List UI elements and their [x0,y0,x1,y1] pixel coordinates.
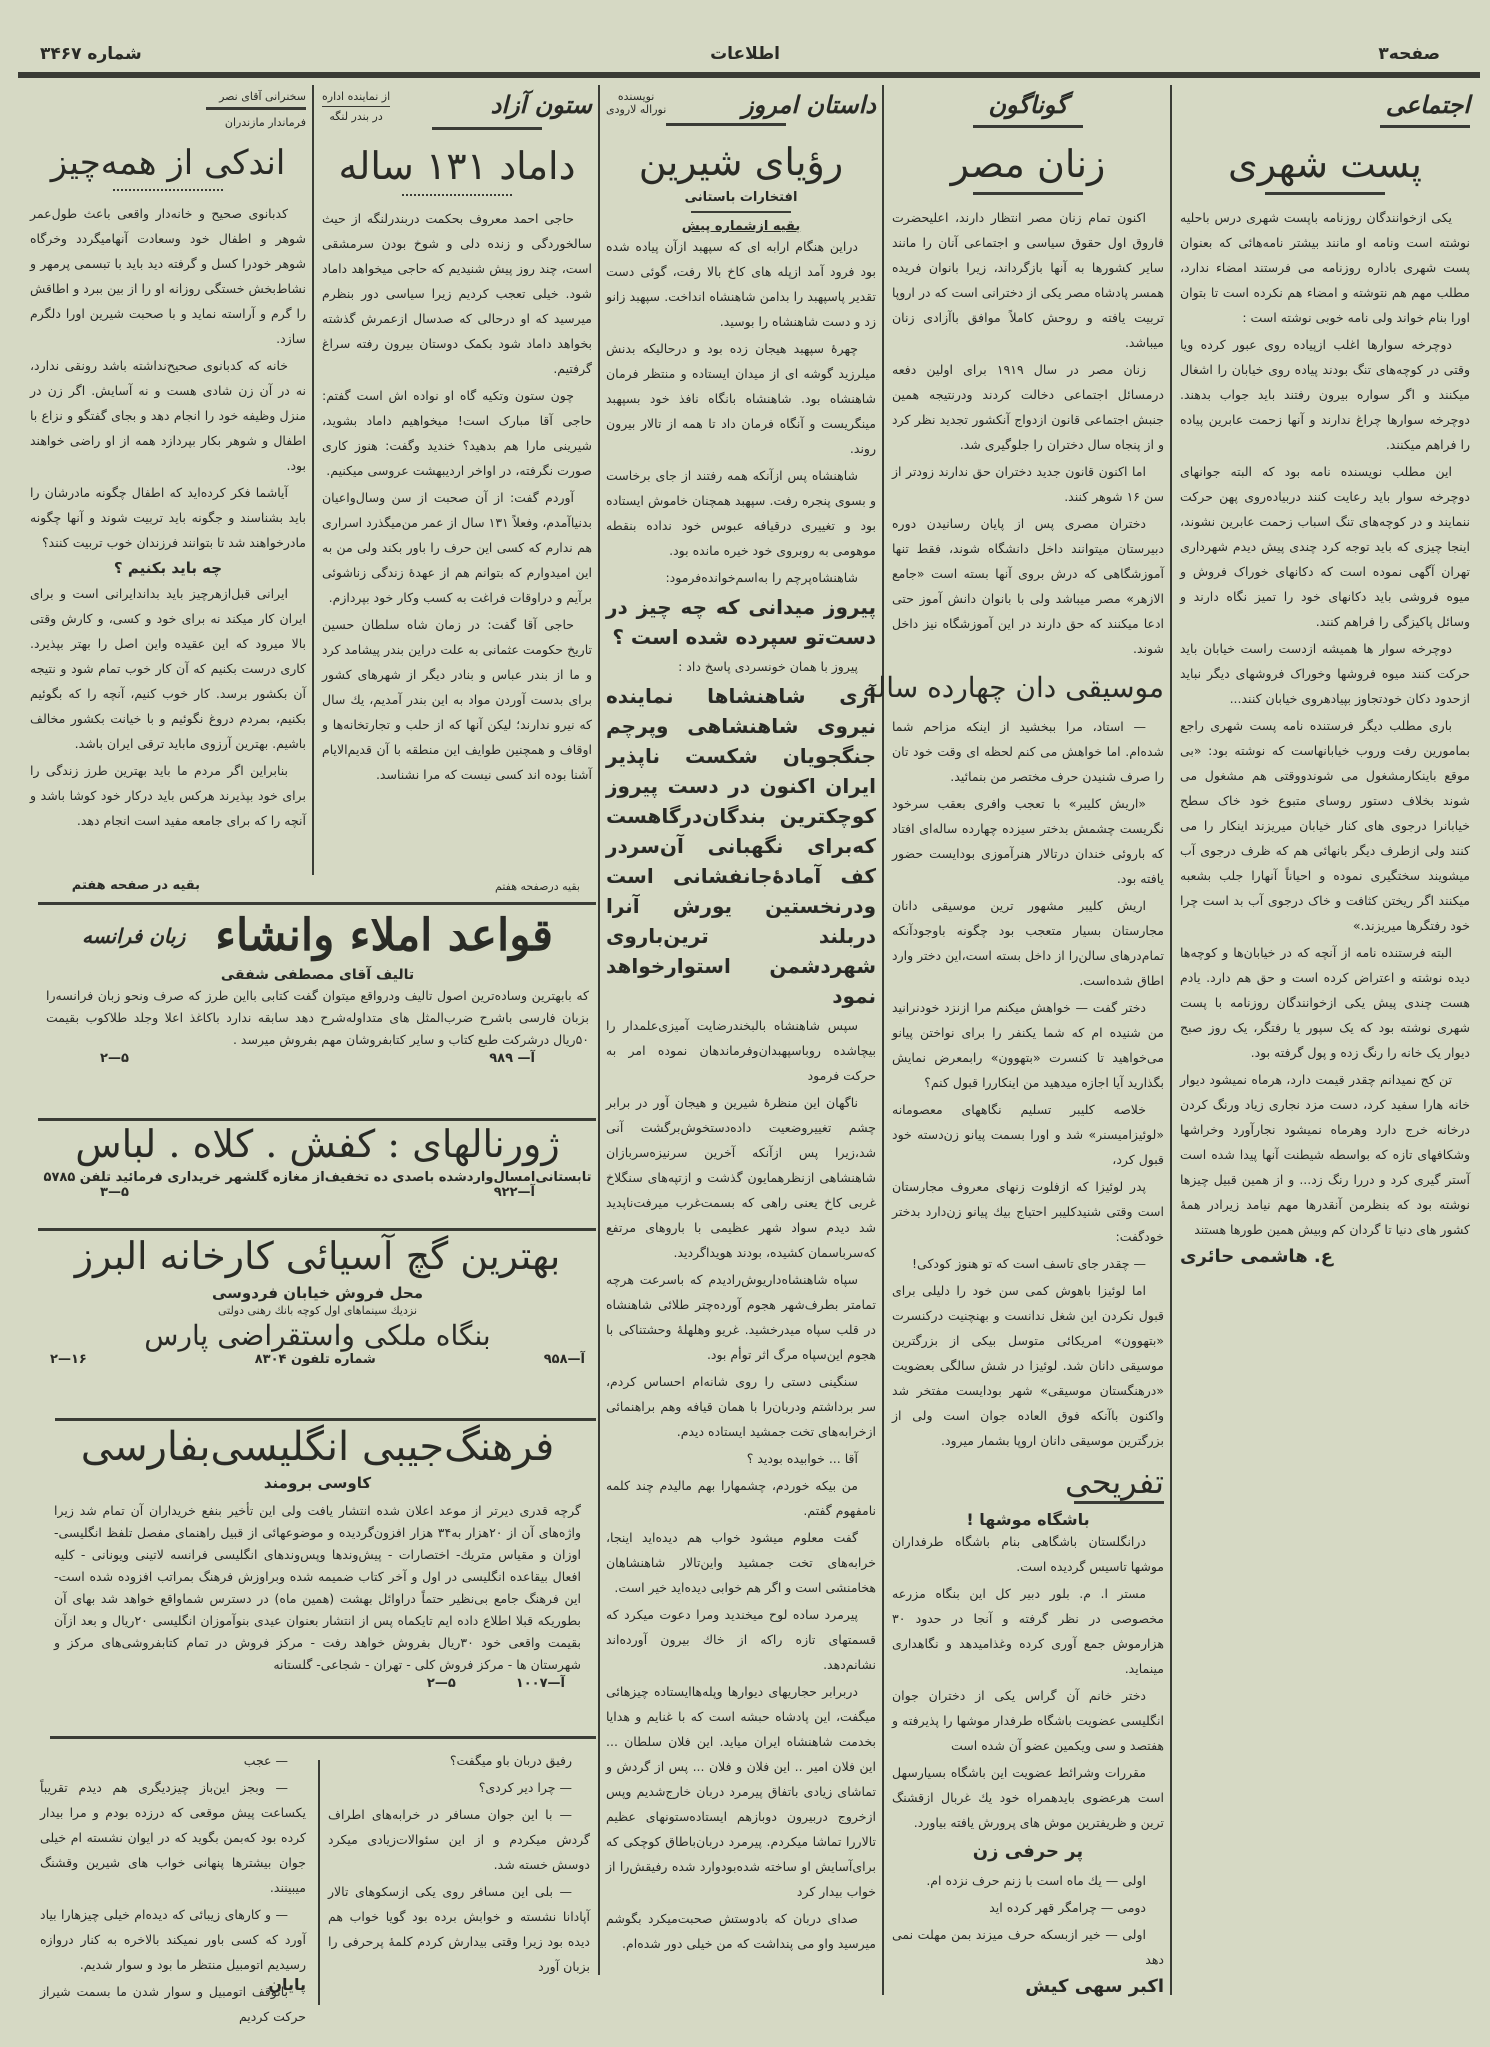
answer-intro: پیروز با همان خونسردی پاسخ داد : [678,659,858,674]
paragraph: — و کارهای زیبائی که دیده‌ام خیلی چیزهارا بیاد آورد که کسی باور نمیکند بالاخره به کنار دروازه رسیدیم اتومبیل منتظر ما بود و سوار شدیم. [40,1907,306,1972]
paragraph: دراین هنگام ارابه ای که سپهبد ازآن پیاده شده بود فرود آمد ازپله های کاخ بالا رفت، گوئی دست تقدیر پاسپهبد را بدامن شاهنشاه انداخت. سپهبد زانو زد و دست شاهنشاه را بوسید. [606,239,876,329]
article-city-post [1180,90,1470,1990]
section-kicker: گوناگون [988,90,1068,119]
byline-label: نویسنده [617,90,655,103]
chatter-title: پر حرفی زن [972,1841,1084,1862]
section-rule [38,1228,596,1231]
paragraph: سپاه شاهنشاه‌داریوش‌رادیدم که باسرعت هرچه تمامتر بطرف‌شهر هجوم آورده‌چتر طلائی شاهنشاه در قلب سپاه میدرخشید. غریو وهلهلهٔ وحشتناکی با هجوم این‌سپاه مرگ اثر توأم بود. [606,1272,876,1362]
fun-section-title: تفریحی [1065,1463,1164,1501]
paragraph: مقررات وشرائط عضویت این باشگاه بسیارسهل است هرعضوی بایدهمراه خود یك غربال ازقشنگ ترین و ظریفترین موش های پرورش یافته بیاورد. [892,1765,1164,1830]
paragraph: دومی — چرامگر قهر کرده اید [989,1900,1146,1915]
paragraph: تن کج نمیدانم چقدر قیمت دارد، هرماه نمیشود دیوار خانه هارا سفید کرد، دست مزد نجاری زیاد ورنگ کردن درخانه خرج دارد وهرماه نمیشود نجارآورد وخراشها وشکافهای تازه که بواسطه شیطنت آنها پیدا شده است آستر گیری کرد و دررا رنگ زد... و از همین قبیل چیزها نوشته بود که بنظرمن آنقدرها مهم نیامد زیرادر همهٔ کشور های دنیا تا گردان کم وبیش همین طورها هستند [1180,1072,1470,1237]
paragraph: آوردم گفت: از آن صحبت از سن وسال‌واعیان بدنیاآمدم، وفعلاً ۱۳۱ سال از عمر من‌میگذرد اسراری هم ندارم که کسی این حرف را باور بکند ولی من به این امیدوارم که بتوانم هم از عهدهٔ زندگی زناشوئی برآیم و دراوقات فراغت به کسب وکار خود بپردازم. [322,490,592,605]
article-body-continued [606,1013,876,1956]
paragraph: اکنون تمام زنان مصر انتظار دارند، اعلیحضرت فاروق اول حقوق سیاسی و اجتماعی آنان را مانند سایر کشورها به آنها بازگرداند، زیرا بانوان فریده همسر پادشاه مصر یکی از دخترانی است که در اروپا تربیت یافته و روحش کاملاً موافق باآزادی زنان میباشد. [892,210,1164,350]
paragraph: — عجب [243,1753,288,1768]
section-rule [50,1736,596,1739]
paragraph: خانه که کدبانوی صحیح‌نداشته باشد رونقی ندارد، نه در آن زن شادی هست و نه آسایش. اگر زن در منزل وظیفه خود را انجام دهد و بجای گفتگو و نزاع با اطفال و شوهر بکار بپردازد همه از او راضی خواهند بود. [30,358,306,473]
article-title: رؤیای شیرین [638,140,844,184]
paragraph: گفت معلوم میشود خواب هم دیده‌اید اینجا، خرابه‌های تخت جمشید واین‌تالار شاهنشاهان هخامنشی است و اگر هم خوابی دیده‌اید خیر است. [606,1530,876,1595]
article-body [30,201,306,555]
paragraph: — استاد، مرا ببخشید از اینکه مزاحم شما شده‌ام. اما خواهش می کنم لحظه ای وقت خود تان را صرف شنیدن حرف مختصر من بنمائید. [892,719,1164,784]
story-end: پایان [268,1975,306,1994]
paragraph: پدر لوئیزا که ازفلوت زنهای معروف مجارستان است وقتی شنیدکلیبر احتیاج بیك پیانو زن‌دارد بدختر خودگفت: [892,1179,1164,1244]
paragraph: دختر گفت — خواهش میکنم مرا ازنزد خودنرانید من شنیده ام که شما یکنفر را برای نواختن پیانو می‌خواهید تا کنسرت «بتهوون» رابمعرض نمایش بگذارید آیا اجازه میدهید من اینکاررا قبول کنم؟ [892,1000,1164,1090]
ad-body: تابستانی‌امسال‌واردشده باصدی ده تخفیف‌از مغازه گلشهر خریداری فرمائید تلفن ۵۷۸۵ [43,1170,592,1185]
paragraph: سنگینی دستی را روی شانه‌ام احساس کردم، سر برداشتم ودربان‌را با همان قیافه وهم براهنمائی ازخرابه‌های تخت جمشید ایستاده دیدم. [606,1374,876,1439]
column-divider [318,1760,320,2005]
paragraph: شاهنشاه پس ازآنکه همه رفتند از جای برخاست و بسوی پنجره رفت. سپهبد همچنان خاموش ایستاده بود و تغییری درقیافه عبوس خود نداده بنقطه موهومی به روبروی خود خیره مانده بود. [606,468,876,558]
paragraph: چون ستون وتکیه گاه او نواده اش است گفتم: حاجی آقا مبارک است! میخواهیم داماد بشوید، شیرینی مارا هم بدهید؟ خندید وگفت: هنوز کاری صورت نگرفته، در اواخر اردیبهشت عروسی میکنیم. [322,388,592,478]
section-rule [38,902,596,905]
paragraph: اما اکنون قانون جدید دختران حق ندارند زودتر از سن ۱۶ شوهر کنند. [892,464,1164,504]
article-title: اندکی از همه‌چیز [50,143,286,183]
paragraph: اما لوئیزا باهوش کمی سن خود را دلیلی برای قبول نکردن این شغل ندانست و بهنچنیت درکنسرت «بتهوون» امریکائی متوسل بیکی از بزرگترین موسیقی دانان شد. لوئیزا در شش سالگی بعضویت «درهنگستان موسیقی» شهر بودایست مفتخر شد واکنون باآنکه فوق العاده جوان است ولی از بزرگترین موسیقی دانان اروپا بشمار میرود. [892,1283,1164,1448]
ad-phone: شماره تلفون ۸۳۰۴ [254,1352,376,1367]
subheading: چه باید بکنیم ؟ [113,559,223,577]
paragraph: پیرمرد ساده لوح میخندید ومرا دعوت میکرد که قسمتهای تازه راکه از خاك بیرون آورده‌اند نشانم‌دهد. [606,1607,876,1672]
article-bit-of-everything [30,90,306,880]
section-kicker: ستون آزاد [490,90,592,119]
paragraph: آیاشما فکر کرده‌اید که اطفال چگونه مادرشان را باید بشناسند و جگونه باید تربیت شوند و آنها چگونه مادرخواهند شد تا بتوانند فرزندان خوب تربیت کنند؟ [30,485,306,550]
continued-note: بقیه در صفحه هفتم [71,878,200,893]
continued-note: بقیه درصفحه هفتم [495,880,580,893]
ad-author: تالیف آقای مصطفی شفقی [220,967,415,983]
byline: نوراله لارودی [606,103,667,116]
story-body [328,1748,590,1979]
paragraph: حاجی آقا گفت: در زمان شاه سلطان حسین تاریخ حکومت عثمانی به علت دراین بندر پیشامد کرد و ما از بندر عباس و بنادر دیگر از شهرهای کشور برای بدست آوردن مواد به این بندر آمدیم، یك سال که نیرو ندارند؛ لیكن آنها که از حلب و تجارتخانه‌ها و اوقاف و همچنین طوایف این منطقه با آن قدیم‌الایام آشنا بوده اند کسی نیست که مرا نشناسد. [322,617,592,782]
article-title: زنان مصر [950,142,1106,186]
author-signature: ع. هاشمی حائری [1180,1246,1334,1267]
paragraph: کدبانوی صحیح و خانه‌دار واقعی باعث طول‌عمر شوهر و اطفال خود وسعادت آنهامیگردد وخرگاه شوهر خودرا کسل و گرفته دید باید با تبسمی پرمهر و نشاط‌بخش خستگی روزانه او را از بین ببرد و اطاقش را گرم و آراسته نماید و با صحبت شیرین اورا دلگرم سازد. [30,206,306,346]
ad-title: بهترین گچ آسیائی کارخانه البرز [74,1234,561,1278]
story-conclusion-right [328,1748,590,1998]
article-body [892,205,1164,661]
paragraph: رفیق دربان باو میگفت؟ [449,1753,572,1768]
article-egypt-women [862,90,1164,1997]
ad-code: ۵—۳ [100,1185,129,1200]
ad-code: آ—۱۰۰۷ [515,1676,565,1691]
section-rule [38,1118,596,1121]
ad-code: آ— ۹۸۹ [489,1051,535,1066]
ad-agency: بنگاه ملکی واستقراضی پارس [144,1319,491,1352]
masthead-rule [18,72,1480,78]
paragraph: اولی — خیر ازبسکه حرف میزند بمن مهلت نمی دهد [892,1927,1164,1967]
paragraph: — بلی این مسافر روی یکی ازسکوهای تالار آپادانا نشسته و خوابش برده بود گویا خواب هم دیده بود زیرا وقتی بیدارش کردم کلمهٔ پرحرفی را بزبان آورد [328,1884,590,1974]
author-signature: اکبر سهی کیش [1025,1976,1164,1997]
paragraph: صدای دربان که بادوستش صحبت‌میکرد بگوشم میرسید واو می پنداشت که من خیلی دور شده‌ام. [606,1911,876,1951]
ad-tag: زبان فرانسه [81,923,186,948]
article-body [606,234,876,590]
ad-near: نزدیك سینماهای اول کوچه بانك رهنی دولتی [217,1304,418,1317]
paragraph: زنان مصر در سال ۱۹۱۹ برای اولین دفعه درمسائل اجتماعی دخالت کردند ودرنتیجه همین جنبش اجتماعی قانون ازدواج آنکشور تجدید نظر کرد و از پنجاه سال دختران را جلوگیری شد. [892,362,1164,452]
paragraph: «اریش کلیبر» با تعجب وافری بعقب سرخود نگریست چشمش بدختر سیزده چهارده ساله‌ای افتاد که باروئی خندان درتالار هنرآموزی بودایست حضور یافته بود. [892,796,1164,886]
paragraph: — با این جوان مسافر در خرابه‌های اطراف گردش میکردم و از این سئوالات‌زیادی میکرد دوسش خسته شد. [328,1807,590,1872]
chatter-body [892,1868,1164,1972]
paragraph: سپس شاهنشاه بالبخندرضایت آمیزی‌علمدار را بیچاشده روباسپهبدان‌وفرماندهان نموده امر به حرکت فرمود [606,1018,876,1083]
ad-code: ۵—۲ [426,1676,456,1691]
ad-title: فرهنگ‌جیبی انگلیسی‌بفارسی [80,1424,555,1470]
ad-journals [40,1122,595,1222]
ad-body: گرچه قدری دیرتر از موعد اعلان شده انتشار یافت ولی این تأخیر بنفع خریداران آن تمام شد زیرا واژه‌های آن از ۲۰هزار به۳۴ هزار افزون‌گردیده و موضوعهائی از قبیل راهنمای مفصل تلفظ انگلیسی- اوزان و مقیاس متریك- اختصارات - پیش‌وندها وپس‌وندهای انگلیسی فرانسه لاتینی ویونانی - کلیه افعال بیقاعده انگلیسی در اول و آخر کتاب ضمیمه شده وبراوزش فرهنگ بمراتب افزوده شده است- این فرهنگ جامع بی‌نظیر حتماً دراوائل بهشت (همین ماه) در دسترس شماواقع خواهد شد بهای آن بطوریکه قبلا اطلاع داده ایم تایکماه پس از انتشار بعنوان عیدی بنوآموزان انگلیسی ۲۰ریال و بعد ازآن بقیمت واقعی خود ۳۰ریال بفروش خواهد رفت - مرکز فروش در تمام کتابفروشی‌های مرکز و شهرستان ها - مرکز فروش کلی - تهران - شجاعی- گلستانه [54,1503,581,1672]
article-body [322,206,592,787]
column-divider [598,85,600,1975]
ad-body: که بابهترین وساده‌ترین اصول تالیف ودرواقع میتوان گفت کتابی بااین طرز که صرف ونحو زبان فرانسه‌را بزبان فارسی باشرح ضرب‌المثل های متداوله‌شرح دهد سابقه ندارد باکاغذ اعلا وجلد طلاکوب بقیمت ۵۰ریال درشرکت طبع کتاب و سایر کتابفروشان مهم بفروش میرسد . [46,988,589,1047]
bold-answer: آری شاهنشاها نماینده نیروی شاهنشاهی وپرچم جنگجویان شکست ناپذیر ایران اکنون در دست پیروز کوچکترین بندگان‌درگاهست که‌برای نگهبانی آن‌سردر کف آمادهٔ‌جانفشانی است ودرنخستین یورش آنرا دربلند ترین‌باروی شهردشمن استوارخواهد نمود [606,684,876,1008]
speech-kicker: سخنرانی آقای نصر [219,90,306,103]
paragraph: دربرابر حجاریهای دیوارها وپله‌هاایستاده چیزهائی میگفت، این پادشاه حبشه است که با غنایم و هدایا بخدمت شاهنشاه ایران میاید. این فلان سلطان ... این فلان امیر .. این فلان و فلان ... پس از گردش و تماشای زیادی باتفاق پیرمرد دربان خارج‌شدیم وپس ازخروج دربیرون دوبازهم ایستاده‌ستونهای عظیم تالاررا تماشا میکردم. پیرمرد دربان‌باطاق کوچکی که برای‌آسایش او ساخته شده‌بودوارد شده رفیقش‌را از خواب بیدار کرد [606,1684,876,1899]
music-title: موسیقی دان چهارده ساله [862,671,1164,704]
paragraph: ناگهان این منظرهٔ شیرین و هیجان آور در برابر چشم تغییروضعیت داده‌دستخوش‌برگشت آنی شد،زیرا پس ازآنکه آخرین سرنیزه‌سربازان شاهنشاهی ازنظرهمایون گذشت و ازتپه‌های سنگلاخ غربی کاخ یعنی راهی که بسمت‌غرب میرفت‌ناپدید شد دیدم سواد شهر عظیمی با باروهای مرتفع که‌سرباسمان کشیده، بودند هویداگردید. [606,1095,876,1260]
page-number: صفحه۳ [1378,44,1440,64]
article-body-continued [30,581,306,833]
speech-subkicker: فرماندار مازندران [224,116,306,129]
paragraph: ایرانی قبل‌ازهرچیز باید بداند‌ایرانی است و برای ایران کار میکند نه برای خود و کسی، و کارش وقتی بالا میرود که این عقیده واین اصل را بهتر بپذیرد. کاری درست بکنیم که آن کار خوب تمام شود و نتیجه آن بکشور برسد. کار خوب کنیم، آنچه را که بگوئیم بکنیم، بمردم دروغ نگوئیم و با خیانت بکشور مخالف باشیم. بهترین آرزوی ماباید ترقی ایران باشد. [30,586,306,751]
paragraph: یکی ازخوانندگان روزنامه باپست شهری درس باحلیه نوشته است ونامه او مانند بیشتر نامه‌هائی که بعنوان پست شهری باداره روزنامه می فرستند امضاء ندارد، مطلب مهم هم نتوشته و امضاء هم نکرده است تا بتوان اورا بنام خواند ولی نامه خوبی نوشته است : [1180,210,1470,325]
paragraph: — چقدر جای تاسف است که تو هنوز کودکی! [912,1256,1146,1271]
ad-title: ژورنالهای : کفش . کلاه . لباس [75,1122,560,1166]
article-title: داماد ۱۳۱ ساله [338,144,576,188]
ad-code: آ—۹۵۸ [543,1352,585,1367]
club-body [892,1529,1164,1835]
paragraph: دوچرخه سوارها اغلب ازپیاده روی عبور کرده ویا وقتی در کوچه‌های تنگ بودند پیاده روی خیابان را اشغال میکنند و اگر سواره بیرون رفتند باید جواب بدهند. دوچرخه سوارها چراغ ندارند و آنها زحمت عابرین پیاده را فراهم میکنند. [1180,337,1470,452]
paragraph: — وبجز این‌باز چیزدیگری هم دیدم تقریباً یکساعت پیش موقعی که درزده بودم و مرا بیدار کرده بود که‌بمن بگوید که در ایوان نشسته ام خیلی جوان بیشترها پنهانی خواب های شیرین وقشنگ میبینند. [40,1780,306,1895]
paragraph: دوچرخه سوار ها همیشه ازدست راست خیابان باید حرکت کنند میوه فروشها وخوراک فروشهای دیگر نباید ازحدود دکان خودتجاوز بپیادهروی خیابان کنند... [1180,641,1470,706]
paragraph: مستر ا. م. بلور دبیر کل این بنگاه مزرعه مخصوصی در نظر گرفته و آنجا در حدود ۳۰ هزارموش جمع آوری کرده وغذامیدهد و نگاهداری مینماید. [892,1586,1164,1676]
section-kicker: داستان امروز [742,90,876,119]
paragraph: باتوقف اتومبیل و سوار شدن ما بسمت شیراز حرکت کردیم [40,1984,306,2024]
paragraph: البته فرستنده نامه از آنچه که در خیابان‌ها و کوچه‌ها دیده نوشته و اعتراض کرده است و حق هم دارد. یادم هست چندی پیش یکی ازخوانندگان روزنامه با پست شهری نوشته بود که یک سپور یا رفتگر، یک روز صبح دیوار یک خانه را رنگ زده و پول گرفته بود. [1180,945,1470,1060]
paragraph: چهرهٔ سپهبد هیجان زده بود و درحالیکه بدنش میلرزید گوشه ای از میدان ایستاده و منتظر فرمان شاهنشاه بود. شاهنشاه بانگاه نافذ خود بسپهبد مینگریست و آنگاه فرمان داد تا همه از تالار بیرون روند. [606,341,876,456]
article-sweet-dream [606,90,876,1980]
column-divider [312,85,314,875]
paragraph: آقا ... خوابیده بودید ؟ [746,1451,858,1466]
article-body [1180,205,1470,1242]
ad-gypsum [40,1234,595,1414]
article-groom [322,90,592,880]
column-divider [882,85,884,1995]
ad-code: آ—۹۲۲ [493,1185,535,1200]
paragraph: اولی — یك ماه است با زنم حرف نزده ام. [926,1873,1146,1888]
paragraph: این مطلب نویسنده نامه بود که البته جوانهای دوچرخه سوار باید رعایت کنند دربیاده‌روی پهن حرکت ننمایند و در کوچه‌های تنگ اسباب زحمت عابرین نشوند، اینجا چیزی که باید توجه کرد چندی پیش دیدم شهرداری تهران آگهی نموده است که دکانهای خوراک فروش و میوه فروشی باید دکانهای خود را تمیز نگاه دارند و وسائل پاکیزگی را فراهم کنند. [1180,464,1470,629]
paragraph: درانگلستان باشگاهی بنام باشگاه طرفداران موشها تاسیس گردیده است. [892,1534,1164,1574]
article-subtitle: افتخارات باستانی [684,190,798,205]
paragraph: من بیکه خوردم، چشمهارا بهم مالیدم چند کلمه نامفهوم گفتم. [606,1478,876,1518]
section-kicker: اجتماعی [1385,90,1470,119]
paragraph: خلاصه کلیبر تسلیم نگاههای معصومانه «لوئیزامیسنر» شد و اورا بسمت پیانو زن‌دسته خود قبول کرد، [892,1102,1164,1167]
ad-title: قواعد املاء وانشاء [215,910,554,961]
club-title: باشگاه موشها ! [966,1510,1090,1529]
column-divider [1170,85,1172,1995]
ad-author: کاوسی برومند [263,1474,372,1492]
issue-number: شماره ۳۴۶۷ [40,44,142,64]
source-label: از نماینده اداره [322,90,391,103]
ad-code: ۵—۲ [100,1051,129,1066]
music-body [892,714,1164,1453]
paragraph: حاجی احمد معروف بحکمت دربندرلنگه از حیث سالخوردگی و زنده دلی و شوخ بودن سرمشقی است، چند روز پیش شنیدیم که حاجی میخواهد داماد شود. خیلی تعجب کردیم زیرا سیاسی دور بنظرم میرسید که او درحالی که صدسال ازعمرش گذشته بخواهد داماد شود بکمک دوستان بیرون رفته سراغ گرفتیم. [322,211,592,376]
paragraph: باری مطلب دیگر فرستنده نامه پست شهری راجع بمامورین رفت وروب خیابانهاست که نوشته بود: «بی موقع باینکارمشغول می شوندووقتی هم مشغول می شوند بخلاف دستور روسای متبوع خود خاک سطح خیابانرا درجوی های کنار خیابان میریزند اینکار را می کنند ولی ازطرف دیگر بانهائی هم که ظرف درجوی آب میشویند سختگیری نموده و احیاناً آنهارا جلب بشعبه میکنند اگر ریختن کثافت و خاک درجوی آب بد است چرا خود رفتگرها میریزند.» [1180,718,1470,933]
paragraph: دختران مصری پس از پایان رسانیدن دوره دبیرستان میتوانند داخل دانشگاه شوند، فقط تنها آموزشگاهی که درش بروی آنها بسته است «جامع الازهر» مصر میباشد ولی با بانوان دانش آموز حتی ادعا میکنند که حق دارند در این آموزشگاه نیز داخل شوند. [892,516,1164,656]
paragraph: دختر خانم آن گراس یکی از دختران جوان انگلیسی عضویت باشگاه طرفدار موشها را پذیرفته و هفتصد و سی ویکمین عضو آن شده است [892,1688,1164,1753]
ad-spelling-book [40,910,595,1110]
section-rule [55,1418,596,1421]
source-place: در بندر لنگه [329,110,383,123]
bold-question: پیروز میدانی که چه چیز در دست‌تو سپرده شده است ؟ [606,595,876,649]
paragraph: اریش کلیبر مشهور ترین موسیقی دانان مجارستان بسیار متعجب بود چگونه باوجودآنکه تمام‌درهای سالن‌را از داخل بسته است،این دختر وارد اطاق شده‌است. [892,898,1164,988]
continued-from: بقیه ازشماره پیش [681,219,801,234]
paragraph: — چرا دیر کردی؟ [478,1780,572,1795]
paragraph: بنابراین اگر مردم ما باید بهترین طرز زندگی را برای خود بپذیرند هرکس باید درکار خود کوشا باشد و آنچه را که برای جامعه مفید است انجام دهد. [30,763,306,828]
ad-location: محل فروش خیابان فردوسی [211,1284,424,1302]
ad-dictionary [40,1424,595,1734]
newspaper-name: اطلاعات [710,44,780,64]
paragraph: شاهنشاه‌پرچم را به‌اسم‌خوانده‌فرمود: [665,570,858,585]
ad-code: ۱۶—۲ [50,1352,87,1367]
article-title: پست شهری [1228,142,1422,186]
